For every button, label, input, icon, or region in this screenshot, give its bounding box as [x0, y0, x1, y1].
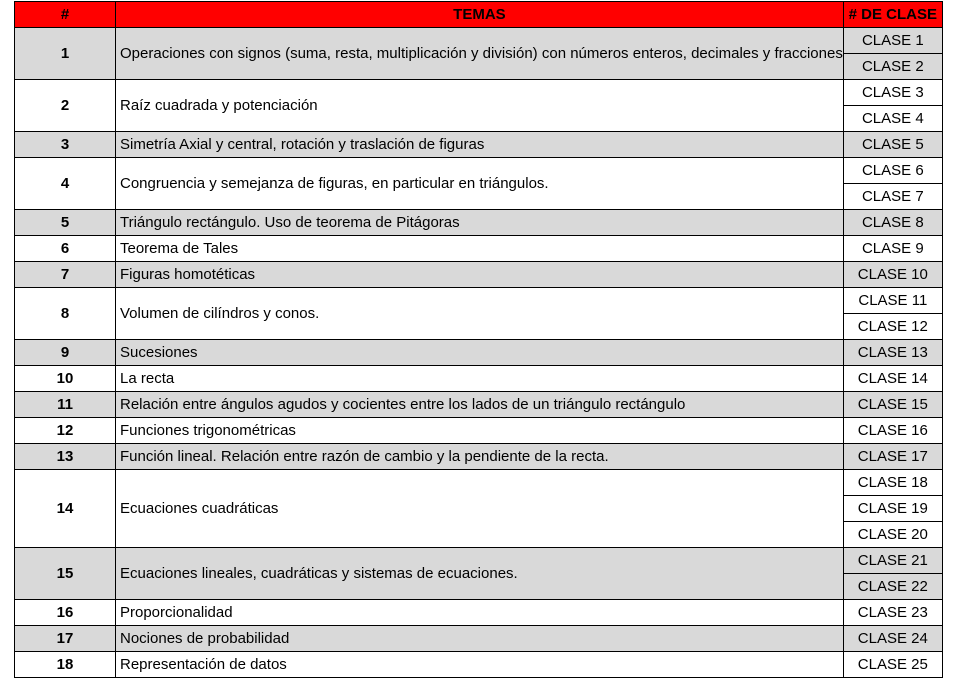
table-row	[15, 366, 943, 392]
class-label: CLASE 2	[843, 54, 942, 80]
table-header	[15, 2, 943, 28]
topic-number: 2	[15, 80, 116, 132]
topic-number: 18	[15, 652, 116, 678]
topic-title: Teorema de Tales	[116, 236, 844, 262]
topic-title: Funciones trigonométricas	[116, 418, 844, 444]
table-row	[15, 600, 943, 626]
class-label: CLASE 14	[843, 366, 942, 392]
topic-title: Proporcionalidad	[116, 600, 844, 626]
topic-number: 12	[15, 418, 116, 444]
class-label: CLASE 16	[843, 418, 942, 444]
class-label: CLASE 20	[843, 522, 942, 548]
topic-number: 6	[15, 236, 116, 262]
topic-number: 17	[15, 626, 116, 652]
class-label: CLASE 15	[843, 392, 942, 418]
topic-number: 1	[15, 28, 116, 80]
table-row	[15, 236, 943, 262]
class-label: CLASE 1	[843, 28, 942, 54]
topic-number: 9	[15, 340, 116, 366]
class-label: CLASE 11	[843, 288, 942, 314]
topic-title: Representación de datos	[116, 652, 844, 678]
class-label: CLASE 25	[843, 652, 942, 678]
class-label: CLASE 7	[843, 184, 942, 210]
topics-table	[14, 1, 943, 678]
class-label: CLASE 10	[843, 262, 942, 288]
header-row	[15, 2, 943, 28]
topic-title: Sucesiones	[116, 340, 844, 366]
topic-title: Ecuaciones lineales, cuadráticas y sistemas de ecuaciones.	[116, 548, 844, 600]
class-label: CLASE 6	[843, 158, 942, 184]
table-row	[15, 340, 943, 366]
table-row	[15, 470, 943, 496]
topic-number: 3	[15, 132, 116, 158]
topic-number: 4	[15, 158, 116, 210]
table-row	[15, 418, 943, 444]
topic-number: 5	[15, 210, 116, 236]
table-row	[15, 80, 943, 106]
topic-title: La recta	[116, 366, 844, 392]
topic-title: Triángulo rectángulo. Uso de teorema de Pitágoras	[116, 210, 844, 236]
class-label: CLASE 23	[843, 600, 942, 626]
table-row	[15, 652, 943, 678]
class-label: CLASE 13	[843, 340, 942, 366]
class-label: CLASE 21	[843, 548, 942, 574]
header-topic: TEMAS	[116, 2, 844, 28]
table-row	[15, 626, 943, 652]
topic-title: Raíz cuadrada y potenciación	[116, 80, 844, 132]
class-label: CLASE 4	[843, 106, 942, 132]
class-label: CLASE 8	[843, 210, 942, 236]
table-row	[15, 132, 943, 158]
class-label: CLASE 17	[843, 444, 942, 470]
topic-title: Simetría Axial y central, rotación y traslación de figuras	[116, 132, 844, 158]
topic-title: Volumen de cilíndros y conos.	[116, 288, 844, 340]
topic-number: 7	[15, 262, 116, 288]
topic-title: Figuras homotéticas	[116, 262, 844, 288]
table-row	[15, 28, 943, 54]
topic-number: 11	[15, 392, 116, 418]
table-row	[15, 392, 943, 418]
class-label: CLASE 3	[843, 80, 942, 106]
topic-title: Operaciones con signos (suma, resta, multiplicación y división) con números enteros, decimales y fracciones	[116, 28, 844, 80]
table-body	[15, 28, 943, 678]
table-row	[15, 210, 943, 236]
table-row	[15, 262, 943, 288]
topic-number: 15	[15, 548, 116, 600]
table-row	[15, 158, 943, 184]
topic-title: Función lineal. Relación entre razón de cambio y la pendiente de la recta.	[116, 444, 844, 470]
topic-title: Nociones de probabilidad	[116, 626, 844, 652]
class-label: CLASE 5	[843, 132, 942, 158]
class-label: CLASE 18	[843, 470, 942, 496]
class-label: CLASE 22	[843, 574, 942, 600]
header-class: # DE CLASE	[843, 2, 942, 28]
class-label: CLASE 9	[843, 236, 942, 262]
topic-number: 10	[15, 366, 116, 392]
topic-number: 13	[15, 444, 116, 470]
class-label: CLASE 12	[843, 314, 942, 340]
topic-number: 8	[15, 288, 116, 340]
topic-number: 16	[15, 600, 116, 626]
topic-title: Relación entre ángulos agudos y cocientes entre los lados de un triángulo rectángulo	[116, 392, 844, 418]
table-row	[15, 444, 943, 470]
table-row	[15, 548, 943, 574]
topic-title: Congruencia y semejanza de figuras, en particular en triángulos.	[116, 158, 844, 210]
class-label: CLASE 19	[843, 496, 942, 522]
header-num: #	[15, 2, 116, 28]
topic-number: 14	[15, 470, 116, 548]
class-label: CLASE 24	[843, 626, 942, 652]
topic-title: Ecuaciones cuadráticas	[116, 470, 844, 548]
table-row	[15, 288, 943, 314]
